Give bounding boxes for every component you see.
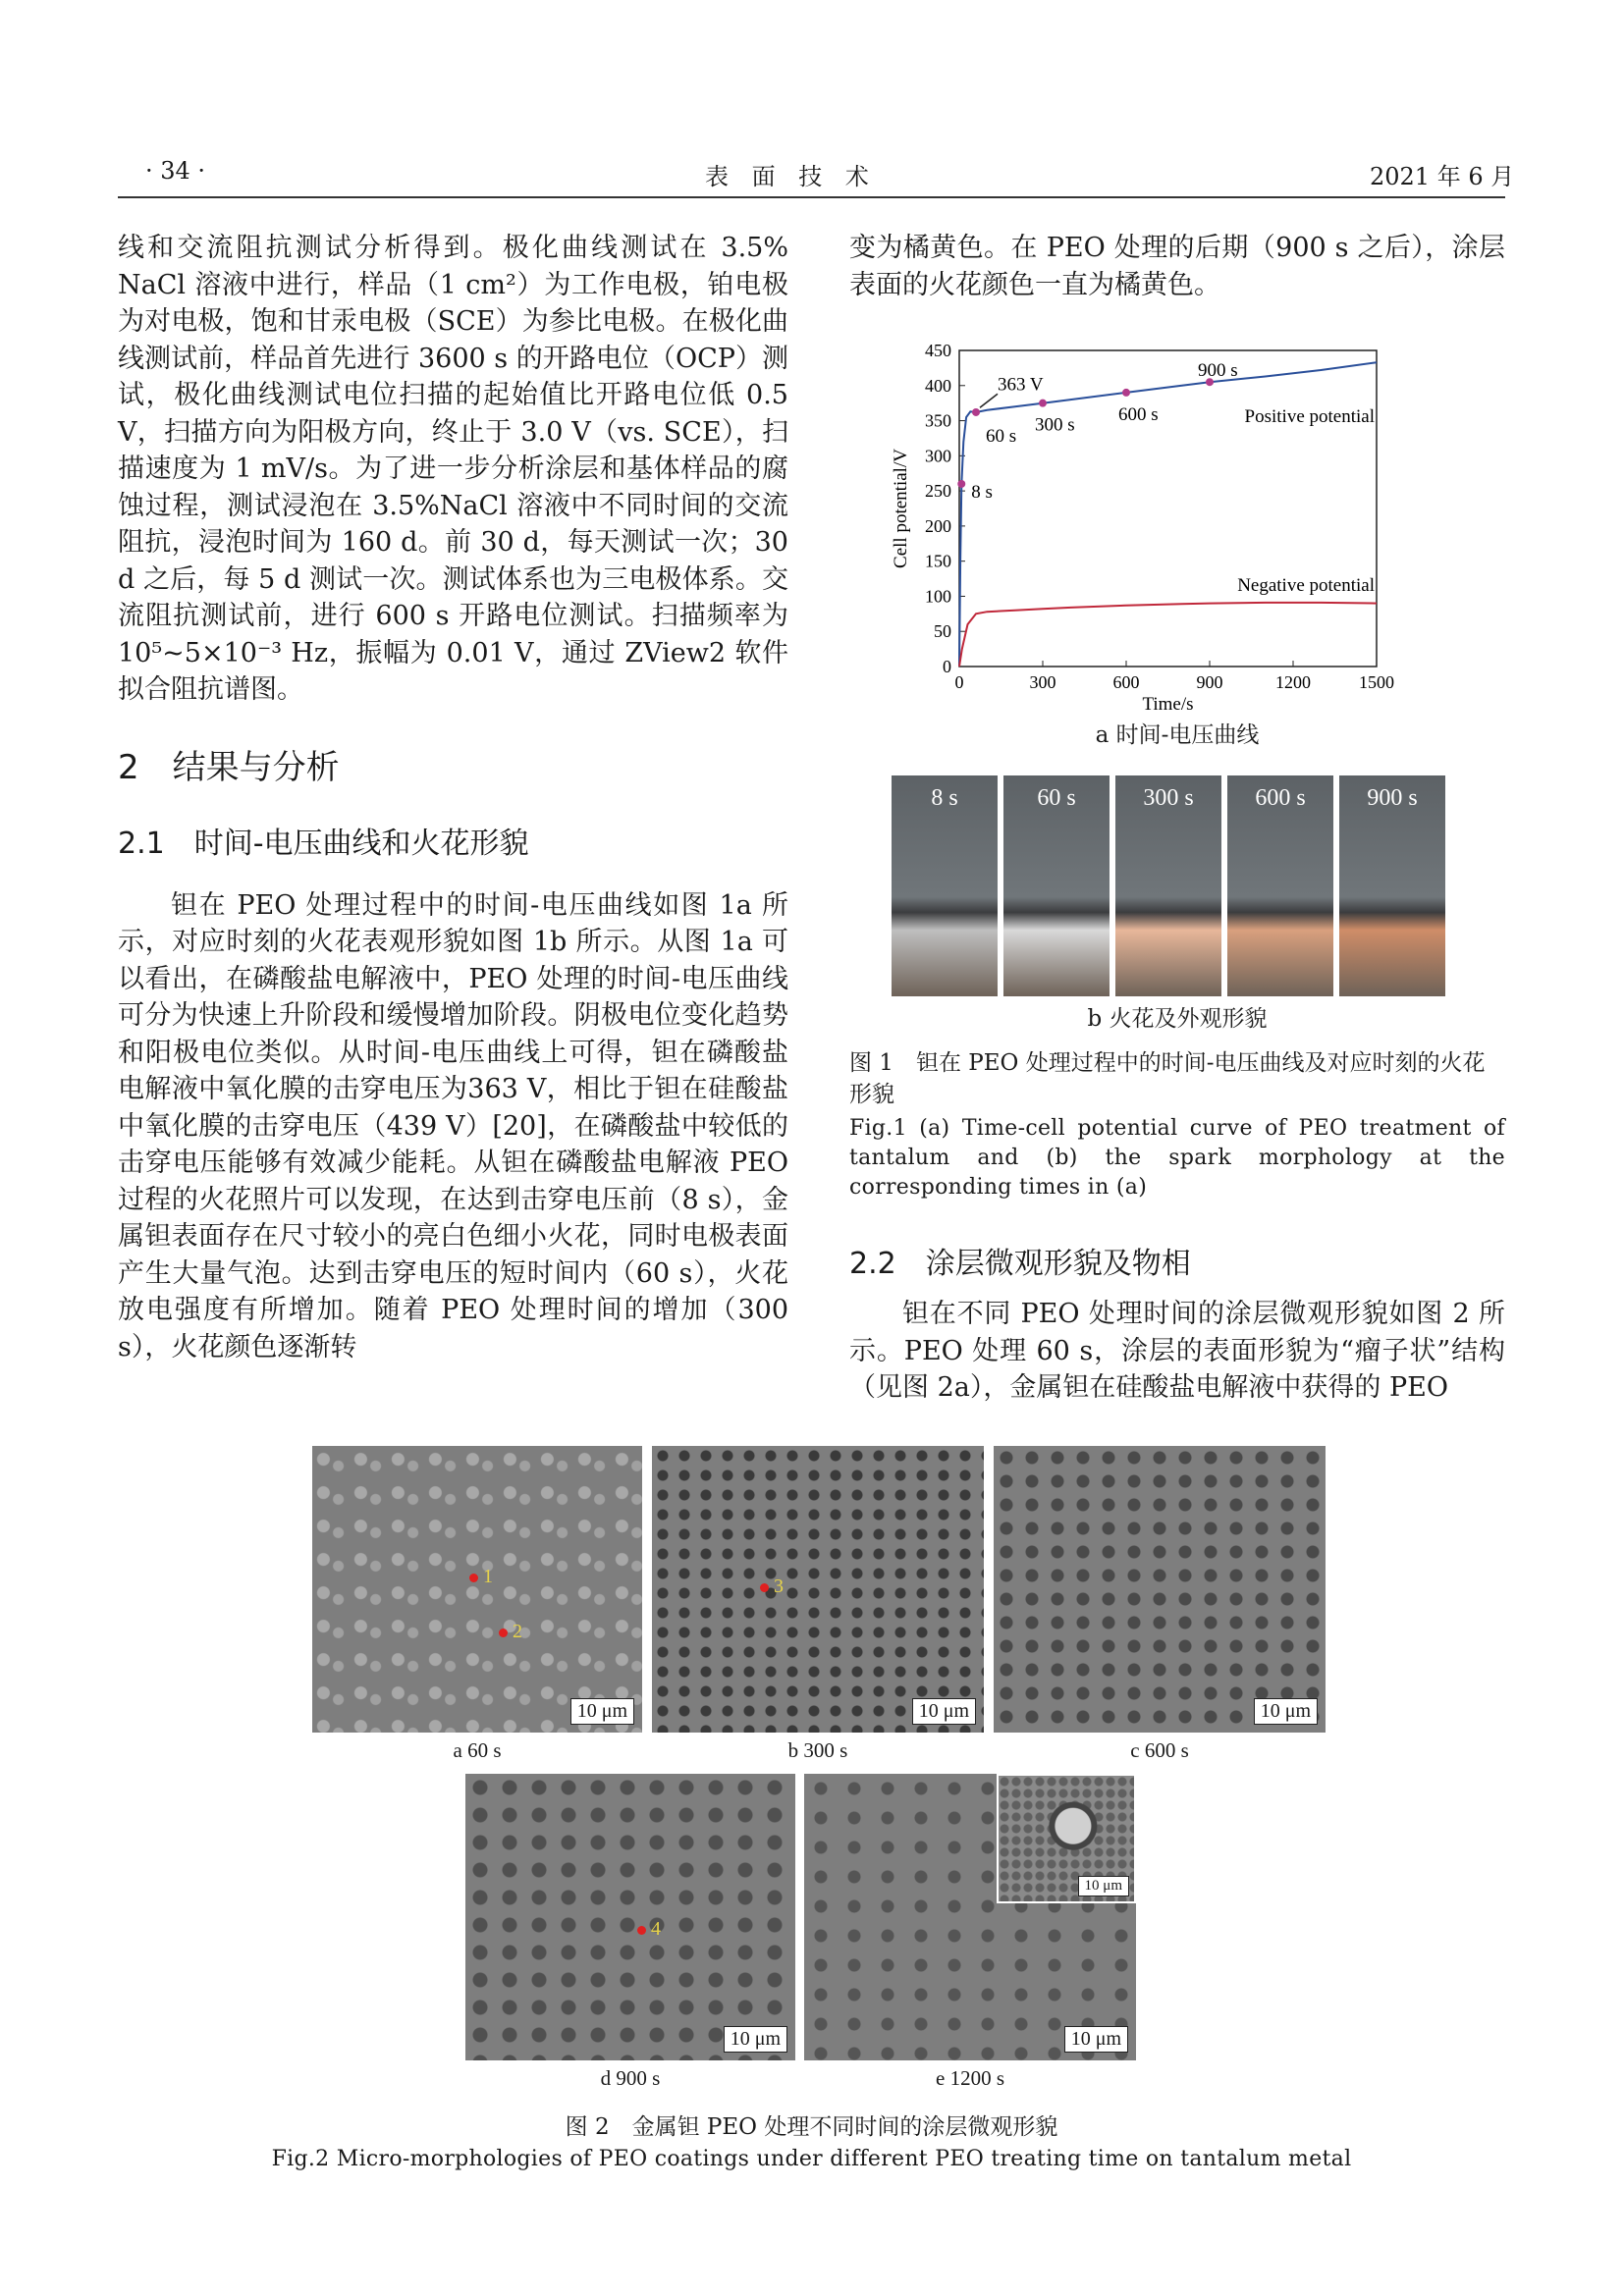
annotation-arrow — [980, 394, 998, 407]
data-point-marker — [957, 480, 965, 488]
fig2-caption-cn: 图 2 金属钽 PEO 处理不同时间的涂层微观形貌 — [565, 2114, 1058, 2140]
page-number: · 34 · — [145, 157, 206, 185]
annotation-label: 363 V — [998, 374, 1044, 396]
annotation-label: 60 s — [986, 425, 1017, 447]
spark-photo-time-label: 900 s — [1367, 785, 1418, 811]
data-point-marker — [972, 408, 980, 416]
y-tick-label: 400 — [925, 375, 951, 396]
sem-panel-label: e 1200 s — [936, 2066, 1004, 2090]
x-tick-label: 900 — [1196, 672, 1223, 692]
fig1-caption-en: Fig.1 (a) Time-cell potential curve of PEO treatment of tantalum and (b) the spark morphology at the corresponding times in (a) — [849, 1116, 1505, 1200]
sem-panel-label: c 600 s — [1130, 1738, 1189, 1762]
x-axis-label: Time/s — [1142, 694, 1194, 715]
analysis-point-label: 2 — [513, 1621, 522, 1642]
x-tick-label: 1500 — [1359, 672, 1394, 692]
left-column — [118, 230, 788, 1365]
spark-photo-time-label: 60 s — [1037, 785, 1076, 811]
analysis-point-label: 4 — [651, 1918, 661, 1940]
y-tick-label: 200 — [925, 515, 951, 536]
paragraph-results: 钽在 PEO 处理过程中的时间-电压曲线如图 1a 所示，对应时刻的火花表观形貌如图 1b 所示。从图 1a 可以看出，在磷酸盐电解液中，PEO 处理的时间-电压曲线可分为快速上升阶段和缓慢增加阶段。阴极电位变化趋势和阳极电位类似。从时间-电压曲线上可得，钽在磷酸盐电解液中氧化膜的击穿电压为363 V，相比于钽在硅酸盐中氧化膜的击穿电压（439 V）[20]，在磷酸盐中较低的击穿电压能够有效减少能耗。从钽在磷酸盐电解液 PEO 过程的火花照片可以发现，在达到击穿电压前（8 s），金属钽表面存在尺寸较小的亮白色细小火花，同时电极表面产生大量气泡。达到击穿电压的短时间内（60 s），火花放电强度有所增加。随着 PEO 处理时间的增加（300 s），火花颜色逐渐转 — [118, 889, 788, 1362]
spark-photo — [1339, 775, 1445, 996]
y-tick-label: 0 — [943, 657, 951, 676]
header-rule — [118, 196, 1505, 198]
scale-bar: 10 μm — [1064, 2026, 1128, 2053]
y-tick-label: 50 — [934, 621, 951, 642]
fig2-caption-en: Fig.2 Micro-morphologies of PEO coatings under different PEO treating time on tantalum metal — [271, 2147, 1352, 2171]
y-tick-label: 450 — [925, 341, 951, 360]
data-point-marker — [1039, 400, 1047, 407]
right-column — [849, 230, 1505, 303]
sem-panel-label: b 300 s — [787, 1738, 848, 1762]
analysis-point-dot — [637, 1926, 646, 1935]
sem-panel-label: a 60 s — [453, 1738, 502, 1762]
spark-photo-time-label: 8 s — [931, 785, 958, 811]
x-tick-label: 300 — [1029, 672, 1056, 692]
scale-bar: 10 μm — [724, 2026, 787, 2053]
paragraph-methods: 线和交流阻抗测试分析得到。极化曲线测试在 3.5% NaCl 溶液中进行，样品（1 cm²）为工作电极，铂电极为对电极，饱和甘汞电极（SCE）为参比电极。在极化曲线测试前，样品首先进行 3600 s 的开路电位（OCP）测试，极化曲线测试电位扫描的起始值比开路电位低 0.5 V，扫描方向为阳极方向，终止于 3.0 V（vs. SCE），扫描速度为 1 mV/s。为了进一步分析涂层和基体样品的腐蚀过程，测试浸泡在 3.5%NaCl 溶液中不同时间的交流阻抗，浸泡时间为 160 d。前 30 d，每天测试一次；30 d 之后，每 5 d 测试一次。测试体系也为三电极体系。交流阻抗测试前，进行 600 s 开路电位测试。扫描频率为 10⁵~5×10⁻³ Hz，振幅为 0.01 V，通过 ZView2 软件拟合阻抗谱图。 — [118, 233, 788, 705]
x-tick-label: 1200 — [1275, 672, 1311, 692]
spark-photo — [1003, 775, 1110, 996]
spark-photo — [1227, 775, 1333, 996]
analysis-point-dot — [469, 1574, 478, 1582]
voltage-time-chart — [879, 339, 1409, 741]
fig1a-caption: a 时间-电压曲线 — [1095, 722, 1260, 748]
paragraph-continued: 变为橘黄色。在 PEO 处理的后期（900 s 之后），涂层表面的火花颜色一直为橘黄色。 — [849, 233, 1505, 300]
fig1b-caption: b 火花及外观形貌 — [1087, 1006, 1268, 1032]
sem-panel — [312, 1446, 642, 1733]
series-line-negative — [959, 603, 1377, 667]
spark-photo — [1115, 775, 1221, 996]
sem-panel — [465, 1774, 795, 2060]
plot-frame — [959, 350, 1377, 667]
y-tick-label: 250 — [925, 481, 951, 502]
analysis-point-label: 3 — [774, 1575, 784, 1597]
scale-bar: 10 μm — [912, 1698, 976, 1725]
annotation-label: 900 s — [1198, 360, 1238, 382]
x-tick-label: 0 — [954, 672, 964, 692]
sem-panel — [652, 1446, 984, 1733]
chart-plot-area — [891, 341, 1394, 715]
y-tick-label: 150 — [925, 551, 951, 571]
spark-photo-time-label: 600 s — [1255, 785, 1306, 811]
sem-panel — [994, 1446, 1326, 1733]
analysis-point-dot — [760, 1583, 769, 1592]
data-point-marker — [1122, 389, 1130, 397]
annotation-label: 600 s — [1118, 403, 1159, 425]
sem-inset — [997, 1774, 1136, 1903]
annotation-label: 8 s — [971, 481, 993, 503]
scale-bar: 10 μm — [1254, 1698, 1318, 1725]
annotation-label: 300 s — [1035, 414, 1075, 436]
analysis-point-dot — [499, 1629, 508, 1637]
journal-name: 表 面 技 术 — [705, 163, 877, 190]
y-axis-label: Cell potential/V — [891, 449, 911, 568]
inset-scale-bar: 10 μm — [1078, 1876, 1129, 1896]
y-tick-label: 350 — [925, 410, 951, 431]
legend-positive: Positive potential — [1244, 405, 1375, 427]
analysis-point-label: 1 — [483, 1566, 493, 1587]
section-title: 2 结果与分析 — [118, 747, 340, 787]
scale-bar: 10 μm — [570, 1698, 634, 1725]
sem-panel-label: d 900 s — [600, 2066, 661, 2090]
y-tick-label: 100 — [925, 586, 951, 607]
issue-date: 2021 年 6 月 — [1370, 163, 1515, 190]
spark-photo-time-label: 300 s — [1143, 785, 1194, 811]
legend-negative: Negative potential — [1237, 574, 1375, 596]
subsection-title-2-2: 2.2 涂层微观形貌及物相 — [849, 1247, 1191, 1281]
sem-panel — [804, 1774, 1136, 2060]
x-tick-label: 600 — [1112, 672, 1140, 692]
fig1-caption-cn: 图 1 钽在 PEO 处理过程中的时间-电压曲线及对应时刻的火花形貌 — [849, 1050, 1486, 1107]
paragraph-microstructure: 钽在不同 PEO 处理时间的涂层微观形貌如图 2 所示。PEO 处理 60 s，涂层的表面形貌为“瘤子状”结构（见图 2a），金属钽在硅酸盐电解液中获得的 PEO — [849, 1299, 1505, 1403]
spark-photo — [892, 775, 998, 996]
y-tick-label: 300 — [925, 446, 951, 466]
subsection-title-2-1: 2.1 时间-电压曲线和火花形貌 — [118, 826, 529, 861]
